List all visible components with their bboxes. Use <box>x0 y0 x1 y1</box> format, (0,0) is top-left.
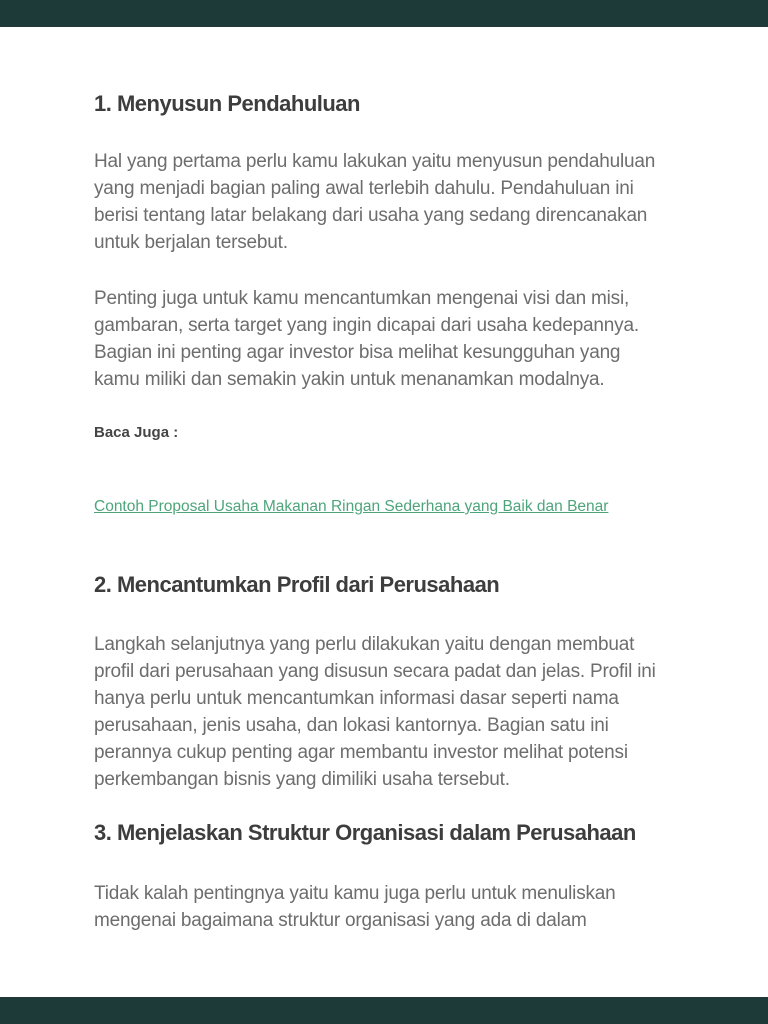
text-line: perkembangan bisnis yang dimiliki usaha tersebut. <box>94 769 510 790</box>
text-line: gambaran, serta target yang ingin dicapai dari usaha kedepannya. <box>94 315 639 336</box>
text-line: perusahaan, jenis usaha, dan lokasi kantornya. Bagian satu ini <box>94 715 609 736</box>
text-line: profil dari perusahaan yang disusun secara padat dan jelas. Profil ini <box>94 661 656 682</box>
text-line: untuk berjalan tersebut. <box>94 232 288 253</box>
text-line: Hal yang pertama perlu kamu lakukan yaitu menyusun pendahuluan <box>94 151 656 172</box>
article-content <box>0 90 768 934</box>
document-page <box>0 27 768 997</box>
section-1-heading: 1. Menyusun Pendahuluan <box>94 91 360 116</box>
text-line: berisi tentang latar belakang dari usaha yang sedang direncanakan <box>94 205 648 226</box>
section-3-heading: 3. Menjelaskan Struktur Organisasi dalam Perusahaan <box>94 820 636 845</box>
text-line: Langkah selanjutnya yang perlu dilakukan yaitu dengan membuat <box>94 634 635 655</box>
paragraph-intro-2 <box>94 285 678 393</box>
text-line: kamu miliki dan semakin yakin untuk menanamkan modalnya. <box>94 369 605 390</box>
text-line: Tidak kalah pentingnya yaitu kamu juga perlu untuk menuliskan <box>94 883 616 904</box>
paragraph-intro-1 <box>94 148 678 256</box>
section-2-heading: 2. Mencantumkan Profil dari Perusahaan <box>94 572 500 597</box>
paragraph-profile <box>94 631 678 793</box>
paragraph-structure <box>94 880 678 934</box>
app-background-bottom-bar <box>0 997 768 1024</box>
text-line: hanya perlu untuk mencantumkan informasi dasar seperti nama <box>94 688 619 709</box>
app-background-top-bar <box>0 0 768 27</box>
text-line: mengenai bagaimana struktur organisasi yang ada di dalam <box>94 910 587 931</box>
text-line: perannya cukup penting agar membantu investor melihat potensi <box>94 742 628 763</box>
text-line: yang menjadi bagian paling awal terlebih dahulu. Pendahuluan ini <box>94 178 634 199</box>
text-line: Bagian ini penting agar investor bisa melihat kesungguhan yang <box>94 342 621 363</box>
related-article-link[interactable]: Contoh Proposal Usaha Makanan Ringan Sederhana yang Baik dan Benar <box>94 498 609 515</box>
read-also-label: Baca Juga : <box>94 424 179 441</box>
text-line: Penting juga untuk kamu mencantumkan mengenai visi dan misi, <box>94 288 630 309</box>
